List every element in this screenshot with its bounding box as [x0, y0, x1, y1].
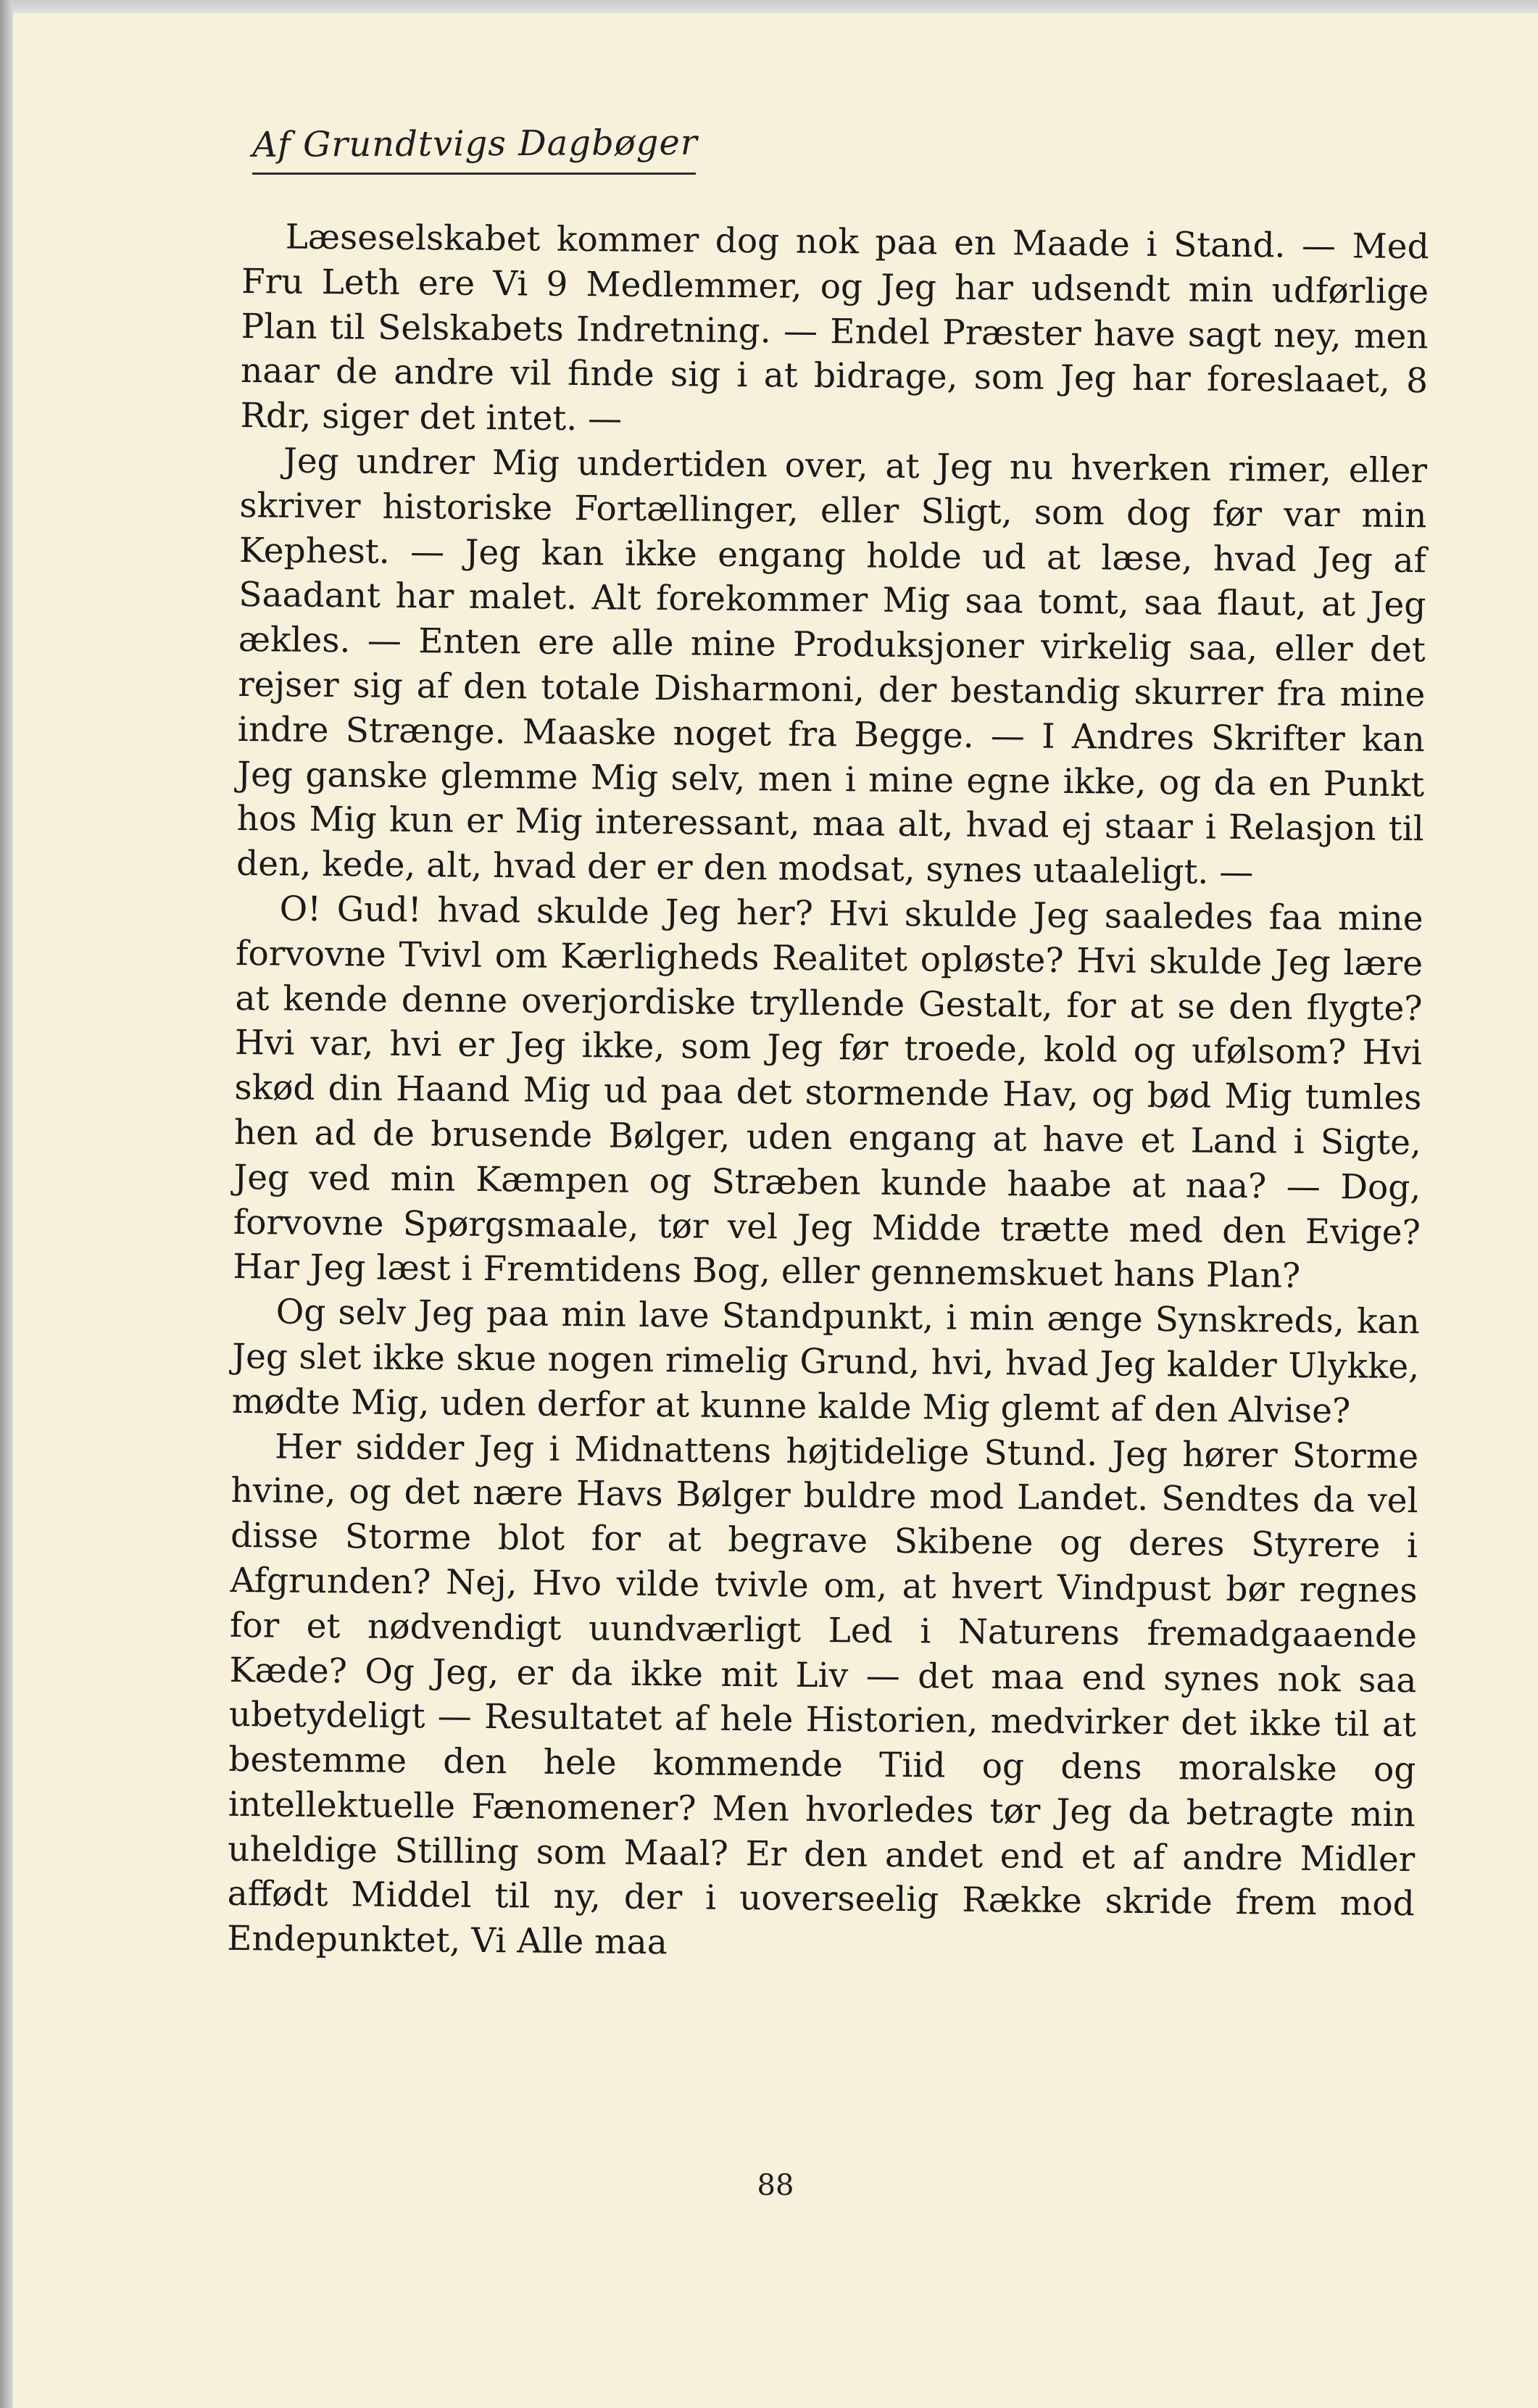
- paragraph: Jeg undrer Mig undertiden over, at Jeg nu hverken rimer, eller skriver historiske Fortællinger, eller Sligt, som dog før var min Kephest. — Jeg kan ikke engang holde ud at læse, hvad Jeg af Saadant har malet. Alt forekommer Mig saa tomt, saa flaut, at Jeg ækles. — Enten ere alle mine Produksjoner virkelig saa, eller det rejser sig af den totale Disharmoni, der bestandig skurrer fra mine indre Strænge. Maaske noget fra Begge. — I Andres Skrifter kan Jeg ganske glemme Mig selv, men i mine egne ikke, og da en Punkt hos Mig kun er Mig interessant, maa alt, hvad ej staar i Relasjon til den, kede, alt, hvad der er den modsat, synes utaaleligt. —: [236, 441, 1428, 893]
- paragraph: Læseselskabet kommer dog nok paa en Maade i Stand. — Med Fru Leth ere Vi 9 Medlemmer, og Jeg har udsendt min udførlige Plan til Selskabets Indretning. — Endel Præster have sagt ney, men naar de andre vil finde sig i at bidrage, som Jeg har foreslaaet, 8 Rdr, siger det intet. —: [240, 217, 1429, 439]
- paragraph: Her sidder Jeg i Midnattens højtidelige Stund. Jeg hører Storme hvine, og det nære Havs Bølger buldre mod Landet. Sendtes da vel disse Storme blot for at begrave Skibene og deres Styrere i Afgrunden? Nej, Hvo vilde tvivle om, at hvert Vindpust bør regnes for et nødvendigt uundværligt Led i Naturens fremadgaaende Kæde? Og Jeg, er da ikke mit Liv — det maa end synes nok saa ubetydeligt — Resultatet af hele Historien, medvirker det ikke til at bestemme den hele kommende Tiid og dens moralske og intellektuelle Fænomener? Men hvorledes tør Jeg da betragte min uheldige Stilling som Maal? Er den andet end et af andre Midler affødt Middel til ny, der i uoverseelig Række skride frem mod Endepunktet, Vi Alle maa: [227, 1426, 1419, 1963]
- book-page: [13, 13, 1538, 2408]
- page-number: 88: [757, 2169, 794, 2202]
- body-text: [227, 215, 1429, 1972]
- scan-edge-left: [0, 0, 13, 2408]
- paragraph: O! Gud! hvad skulde Jeg her? Hvi skulde Jeg saaledes faa mine forvovne Tvivl om Kærligheds Realitet opløste? Hvi skulde Jeg lære at kende denne overjordiske tryllende Gestalt, for at se den flygte? Hvi var, hvi er Jeg ikke, som Jeg før troede, kold og ufølsom? Hvi skød din Haand Mig ud paa det stormende Hav, og bød Mig tumles hen ad de brusende Bølger, uden engang at have et Land i Sigte, Jeg ved min Kæmpen og Stræben kunde haabe at naa? — Dog, forvovne Spørgsmaale, tør vel Jeg Midde trætte med den Evige? Har Jeg læst i Fremtidens Bog, eller gennemskuet hans Plan?: [233, 889, 1423, 1297]
- paragraph: Og selv Jeg paa min lave Standpunkt, i min ænge Synskreds, kan Jeg slet ikke skue nogen rimelig Grund, hvi, hvad Jeg kalder Ulykke, mødte Mig, uden derfor at kunne kalde Mig glemt af den Alvise?: [231, 1292, 1420, 1432]
- running-head-rule: [252, 173, 696, 175]
- running-head: Af Grundtvigs Dagbøger: [252, 122, 698, 165]
